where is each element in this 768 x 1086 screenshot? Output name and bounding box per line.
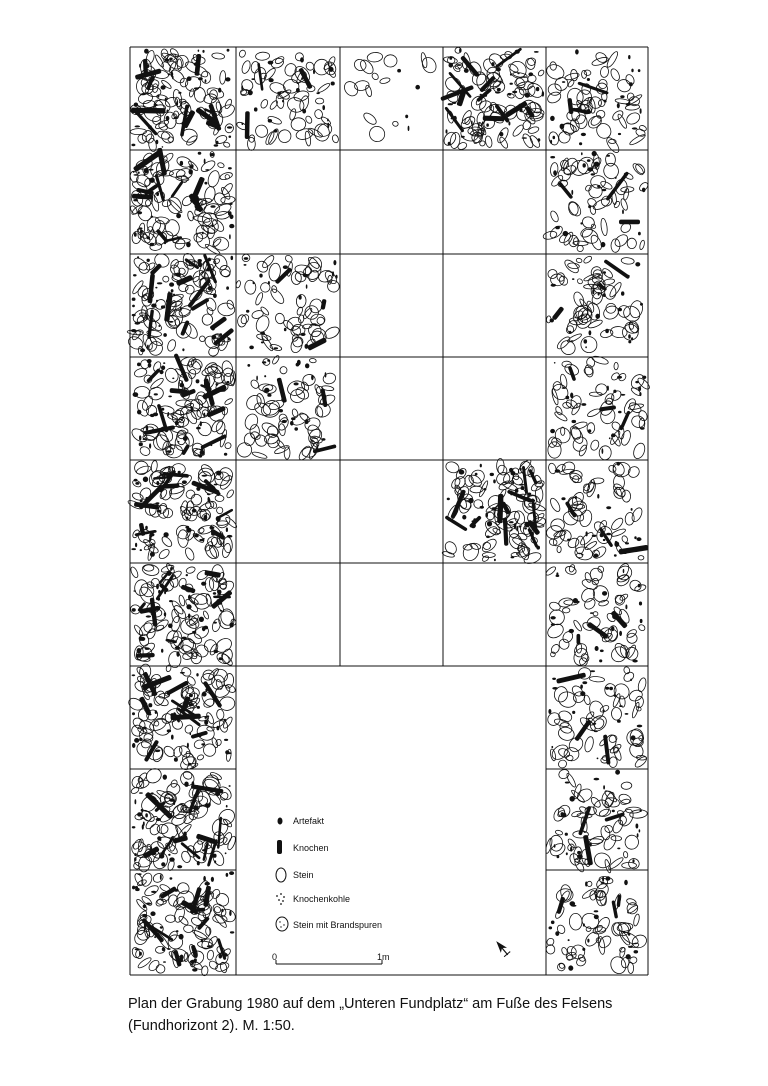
scale-start-label: 0 — [272, 952, 278, 962]
artefact-icon — [278, 818, 283, 825]
burnt-stone-icon — [276, 917, 288, 931]
legend-label-bone: Knochen — [293, 843, 329, 853]
legend — [276, 816, 382, 931]
scale-end-label: 1m — [377, 952, 390, 962]
legend-item-bone — [277, 840, 329, 854]
legend-label-artefact: Artefakt — [293, 816, 325, 826]
figure-caption — [128, 993, 748, 1037]
bone-icon — [277, 840, 282, 854]
north-arrow-icon — [493, 939, 511, 958]
finds-layer — [126, 46, 651, 976]
legend-item-bone-charcoal — [276, 893, 350, 905]
scale-bar — [272, 952, 390, 964]
legend-item-stone — [276, 868, 314, 882]
bone-charcoal-icon — [276, 893, 285, 905]
caption-line-2: (Fundhorizont 2). M. 1:50. — [128, 1018, 295, 1034]
legend-item-artefact — [278, 816, 325, 826]
stone-icon — [276, 868, 286, 882]
legend-label-bone-charcoal: Knochenkohle — [293, 894, 351, 904]
legend-label-burnt-stone: Stein mit Brandspuren — [293, 920, 383, 930]
caption-line-1: Plan der Grabung 1980 auf dem „Unteren Fundplatz“ am Fuße des Felsens — [128, 996, 613, 1012]
legend-item-burnt-stone — [276, 917, 382, 931]
legend-label-stone: Stein — [293, 870, 314, 880]
